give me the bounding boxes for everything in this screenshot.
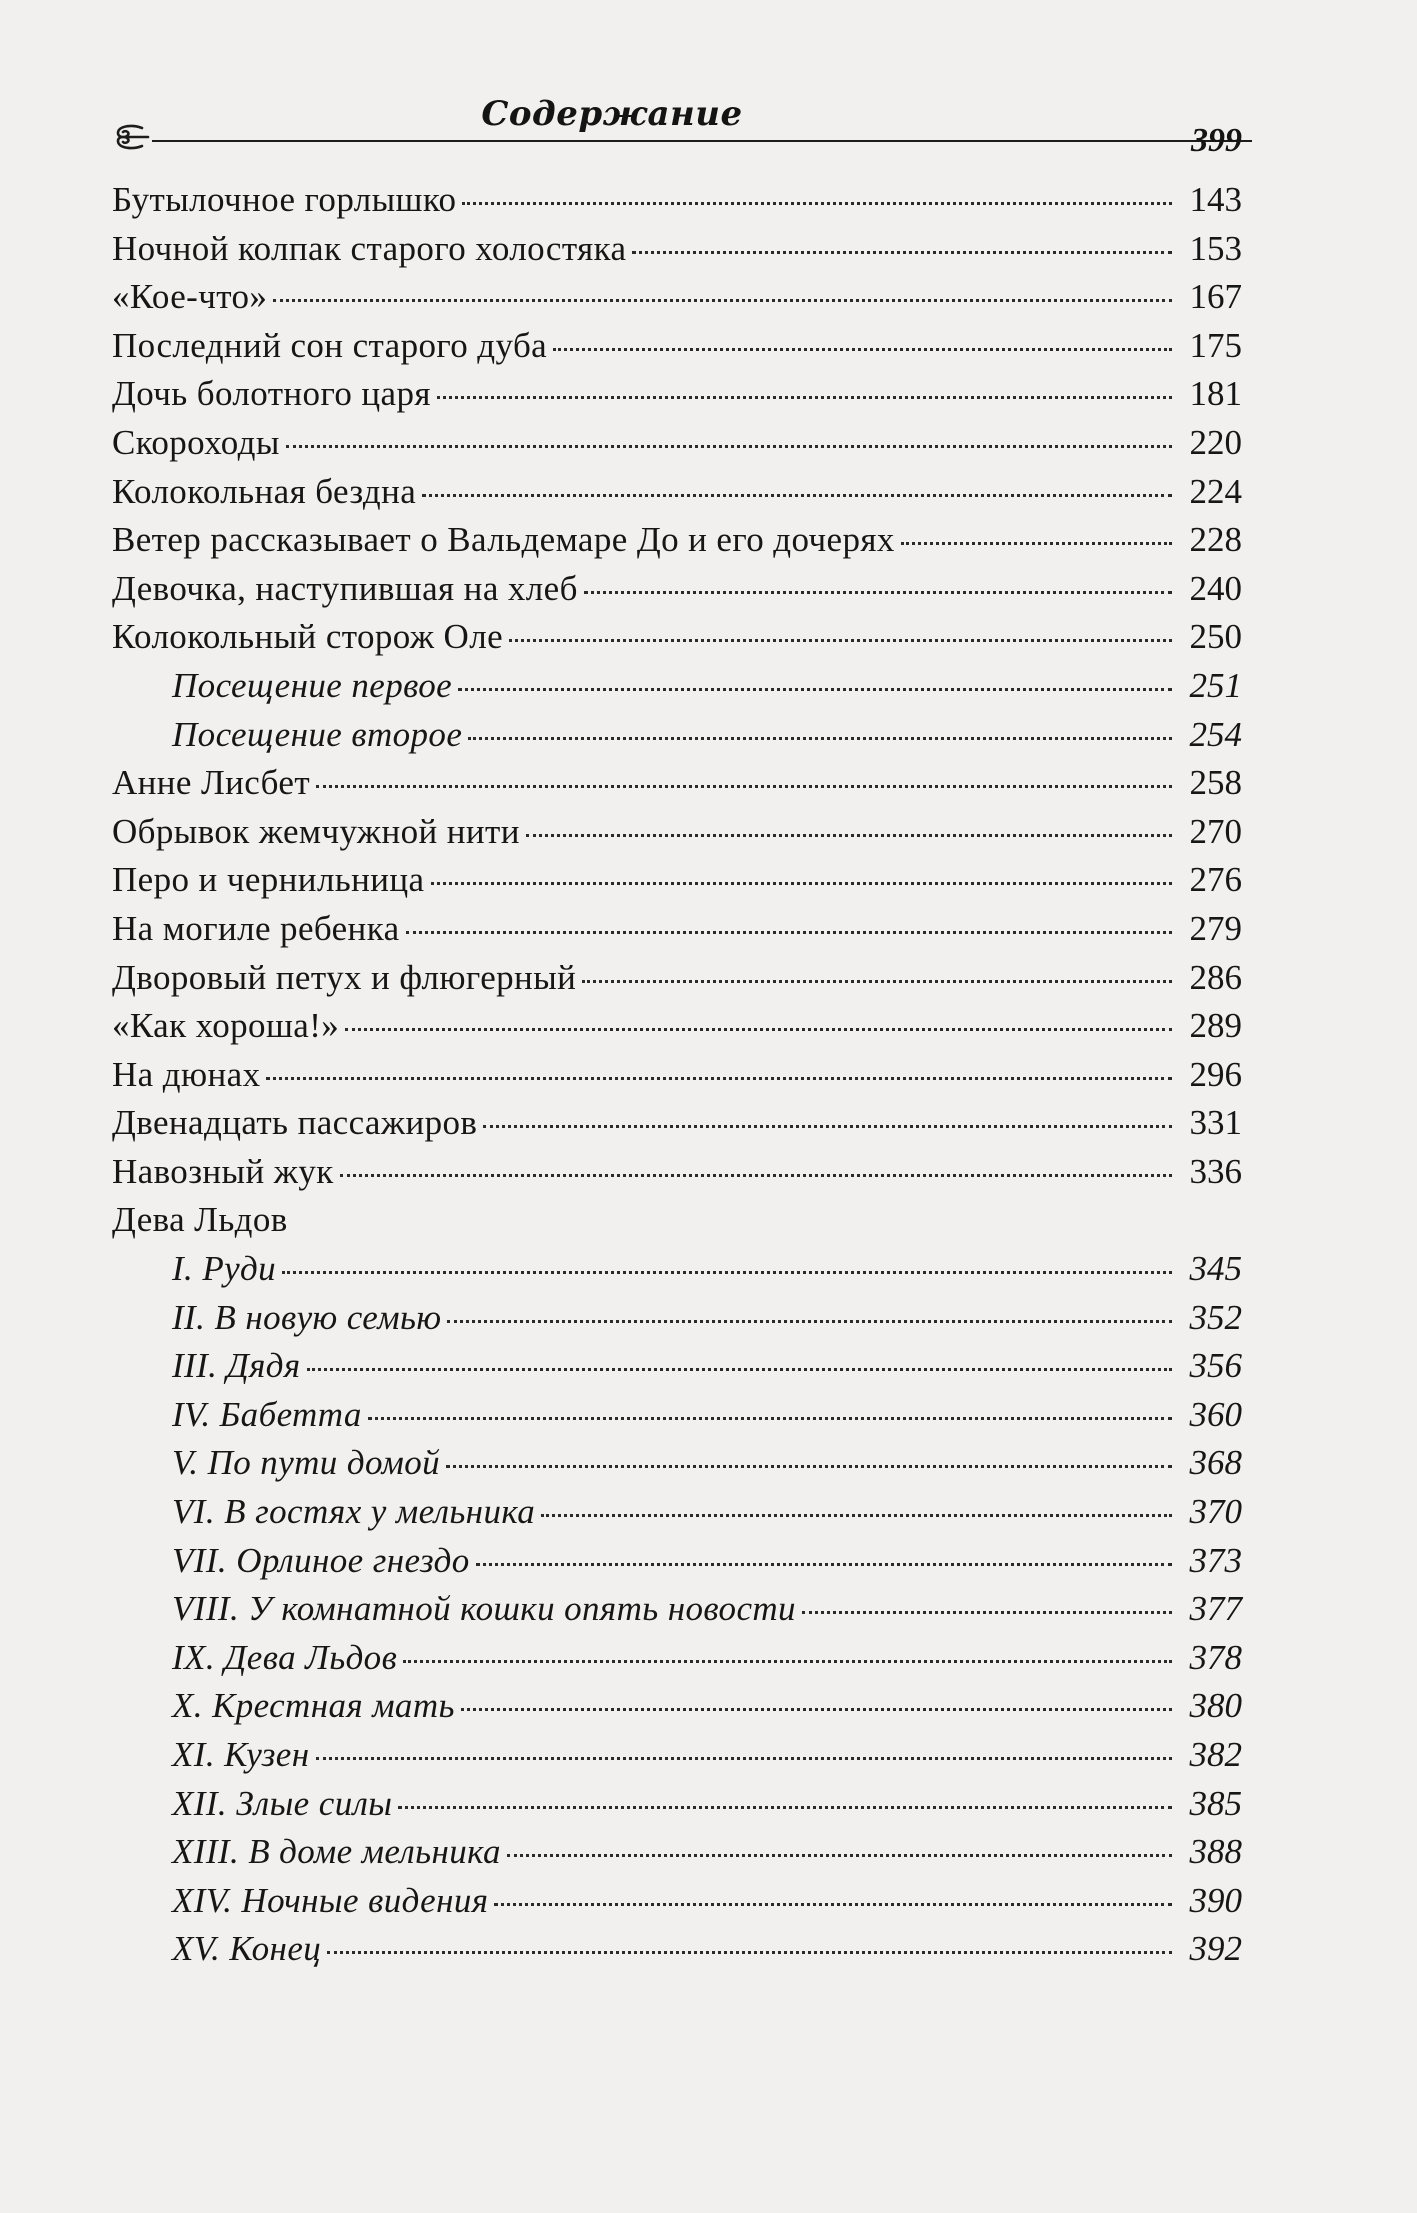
toc-entry-page: 368 [1189, 1443, 1242, 1483]
toc-entry-page: 167 [1189, 277, 1242, 317]
dot-leader [266, 1077, 1172, 1080]
toc-entry-title: Анне Лисбет [112, 763, 311, 803]
toc-entry [112, 1103, 1242, 1152]
toc-entry-page: 385 [1189, 1783, 1242, 1823]
dot-leader [403, 1660, 1172, 1663]
toc-entry-title: XIV. Ночные видения [172, 1880, 489, 1920]
toc-entry-page: 392 [1189, 1929, 1242, 1969]
toc-entry-page: 296 [1189, 1054, 1242, 1094]
toc-entry-title: XV. Конец [172, 1929, 322, 1969]
toc-entry [112, 1443, 1242, 1492]
toc-entry [112, 1589, 1242, 1638]
table-of-contents [112, 180, 1242, 1978]
toc-entry [112, 569, 1242, 618]
toc-entry-page: 251 [1189, 665, 1242, 705]
dot-leader [468, 737, 1172, 740]
toc-entry-page: 286 [1189, 957, 1242, 997]
dot-leader [316, 785, 1172, 788]
dot-leader [307, 1368, 1172, 1371]
toc-entry-page: 254 [1189, 714, 1242, 754]
toc-entry-title: IX. Дева Льдов [172, 1637, 398, 1677]
toc-entry-page: 175 [1189, 325, 1242, 365]
toc-entry-title: Ночной колпак старого холостяка [112, 228, 627, 268]
dot-leader [282, 1271, 1172, 1274]
dot-leader [447, 1320, 1172, 1323]
dot-leader [802, 1611, 1172, 1614]
toc-entry-page: 360 [1189, 1394, 1242, 1434]
toc-entry [112, 1735, 1242, 1784]
toc-entry-page: 331 [1189, 1103, 1242, 1143]
toc-entry-title: I. Руди [172, 1249, 276, 1289]
toc-entry-page: 279 [1189, 908, 1242, 948]
toc-entry-title: На могиле ребенка [112, 908, 400, 948]
toc-entry [112, 1686, 1242, 1735]
page-title: Содержание [481, 94, 743, 134]
toc-entry [112, 1200, 1242, 1249]
toc-entry [112, 1346, 1242, 1395]
toc-entry [112, 617, 1242, 666]
toc-entry-title: На дюнах [112, 1054, 261, 1094]
toc-entry-title: VI. В гостях у мельника [172, 1492, 536, 1532]
toc-entry-page: 289 [1189, 1006, 1242, 1046]
toc-entry [112, 666, 1242, 715]
toc-entry [112, 326, 1242, 375]
toc-entry-page: 276 [1189, 860, 1242, 900]
toc-entry-title: Ветер рассказывает о Вальдемаре До и его дочерях [112, 520, 895, 560]
dot-leader [461, 1708, 1172, 1711]
toc-entry [112, 1492, 1242, 1541]
toc-entry-title: Посещение первое [172, 665, 453, 705]
header-rule [152, 140, 1252, 142]
toc-entry [112, 374, 1242, 423]
toc-entry-page: 181 [1189, 374, 1242, 414]
toc-entry-title: Дочь болотного царя [112, 374, 431, 414]
toc-entry [112, 277, 1242, 326]
toc-entry [112, 763, 1242, 812]
toc-entry [112, 229, 1242, 278]
toc-entry-page: 240 [1189, 568, 1242, 608]
toc-entry-title: Девочка, наступившая на хлеб [112, 568, 578, 608]
dot-leader [327, 1951, 1172, 1954]
toc-entry-page: 345 [1189, 1249, 1242, 1289]
dot-leader [509, 639, 1172, 642]
dot-leader [446, 1465, 1172, 1468]
toc-entry [112, 1395, 1242, 1444]
dot-leader [526, 834, 1172, 837]
toc-entry-title: Скороходы [112, 422, 280, 462]
toc-entry [112, 1638, 1242, 1687]
dot-leader [431, 882, 1173, 885]
dot-leader [316, 1757, 1173, 1760]
page-header [112, 94, 1242, 159]
toc-entry-page: 224 [1189, 471, 1242, 511]
toc-entry-page: 370 [1189, 1492, 1242, 1532]
toc-entry-title: Посещение второе [172, 714, 463, 754]
dot-leader [584, 591, 1172, 594]
toc-entry-title: VIII. У комнатной кошки опять новости [172, 1589, 796, 1629]
toc-entry-title: Перо и чернильница [112, 860, 425, 900]
dot-leader [286, 445, 1172, 448]
toc-entry [112, 860, 1242, 909]
toc-entry-title: XI. Кузен [172, 1735, 310, 1774]
dot-leader [632, 251, 1172, 254]
toc-entry-title: II. В новую семью [172, 1297, 442, 1337]
dot-leader [340, 1174, 1172, 1177]
toc-entry-title: III. Дядя [172, 1346, 301, 1386]
dot-leader [553, 348, 1172, 351]
dot-leader [422, 494, 1172, 497]
dot-leader [462, 202, 1172, 205]
toc-entry [112, 1055, 1242, 1104]
toc-entry-page: 258 [1189, 763, 1242, 803]
toc-entry [112, 909, 1242, 958]
toc-entry-page: 390 [1189, 1880, 1242, 1920]
toc-entry [112, 1249, 1242, 1298]
toc-entry [112, 1929, 1242, 1978]
dot-leader [458, 688, 1172, 691]
toc-entry-title: Дворовый петух и флюгерный [112, 957, 577, 997]
toc-entry [112, 520, 1242, 569]
toc-entry-title: Последний сон старого дуба [112, 325, 548, 365]
toc-entry [112, 1006, 1242, 1055]
toc-entry-title: «Как хороша!» [112, 1006, 340, 1046]
toc-entry-page: 336 [1189, 1151, 1242, 1191]
toc-entry [112, 812, 1242, 861]
toc-entry [112, 180, 1242, 229]
toc-entry-page: 388 [1189, 1832, 1242, 1872]
toc-entry [112, 1152, 1242, 1201]
toc-entry-title: Навозный жук [112, 1151, 334, 1191]
toc-entry [112, 715, 1242, 764]
toc-entry-page: 270 [1189, 811, 1242, 851]
toc-entry-title: «Кое-что» [112, 277, 268, 317]
toc-entry [112, 1784, 1242, 1833]
dot-leader [368, 1417, 1172, 1420]
toc-entry-page: 220 [1189, 422, 1242, 462]
dot-leader [483, 1125, 1172, 1128]
toc-entry [112, 423, 1242, 472]
ornament-icon [112, 122, 150, 152]
toc-entry [112, 1541, 1242, 1590]
toc-entry-title: VII. Орлиное гнездо [172, 1540, 470, 1580]
toc-entry-page: 352 [1189, 1297, 1242, 1337]
toc-entry [112, 1298, 1242, 1347]
toc-entry-page: 382 [1189, 1735, 1242, 1774]
toc-entry-title: Дева Льдов [112, 1200, 288, 1240]
toc-entry-title: Обрывок жемчужной нити [112, 811, 520, 851]
toc-entry-page: 378 [1189, 1637, 1242, 1677]
toc-entry-page: 377 [1189, 1589, 1242, 1629]
dot-leader [582, 980, 1172, 983]
toc-entry-page: 153 [1189, 228, 1242, 268]
dot-leader [398, 1806, 1172, 1809]
dot-leader [476, 1563, 1172, 1566]
toc-entry-page: 228 [1189, 520, 1242, 560]
toc-entry-page: 356 [1189, 1346, 1242, 1386]
toc-entry-title: V. По пути домой [172, 1443, 441, 1483]
toc-entry-title: Колокольная бездна [112, 471, 417, 511]
toc-entry-page: 380 [1189, 1686, 1242, 1726]
dot-leader [507, 1854, 1172, 1857]
dot-leader [406, 931, 1172, 934]
dot-leader [494, 1903, 1172, 1906]
dot-leader [345, 1028, 1172, 1031]
page-number: 399 [1191, 122, 1242, 159]
toc-entry-page: 143 [1189, 180, 1242, 219]
dot-leader [437, 396, 1172, 399]
toc-entry [112, 958, 1242, 1007]
toc-entry-page: 373 [1189, 1540, 1242, 1580]
toc-entry [112, 1881, 1242, 1930]
toc-entry-title: Бутылочное горлышко [112, 180, 457, 219]
dot-leader [901, 542, 1172, 545]
toc-entry-title: IV. Бабетта [172, 1394, 362, 1434]
dot-leader [541, 1514, 1172, 1517]
toc-entry-title: XII. Злые силы [172, 1783, 393, 1823]
dot-leader [273, 299, 1172, 302]
toc-entry-title: X. Крестная мать [172, 1686, 455, 1726]
toc-entry-page: 250 [1189, 617, 1242, 657]
toc-entry-title: Двенадцать пассажиров [112, 1103, 478, 1143]
toc-entry-title: XIII. В доме мельника [172, 1832, 501, 1872]
toc-entry [112, 1832, 1242, 1881]
toc-entry-title: Колокольный сторож Оле [112, 617, 504, 657]
toc-entry [112, 472, 1242, 521]
